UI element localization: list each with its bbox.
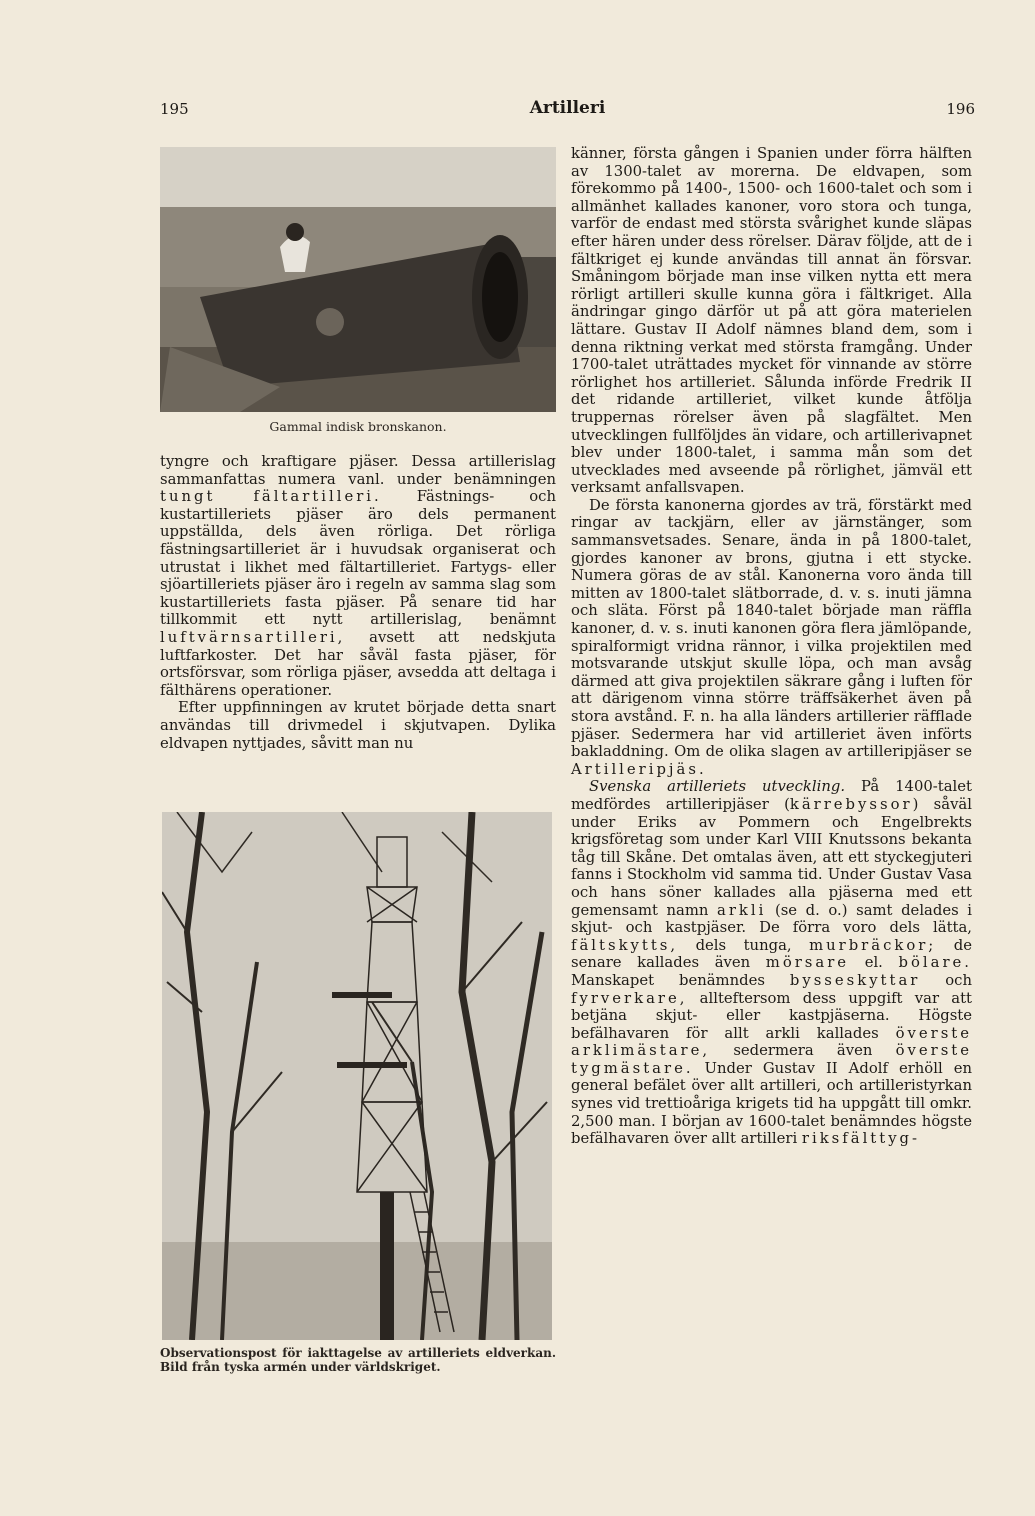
section-heading: Svenska artilleriets utveckling. bbox=[589, 778, 846, 796]
emphasized-term: riksfälttyg- bbox=[801, 1130, 921, 1148]
paragraph: De första kanonerna gjordes av trä, förstärkt med ringar av tackjärn, eller av järnstänger, som sammansvetsades. Senare, ända in på 1800-talet, gjordes kanoner av brons, gjutna i ett stycke. Numera göras de av stål. Kanonerna voro ända till mitten av 1800-talet slätborrade, d. v. s. inuti jämna och släta. Först på 1840-talet började man räffla kanoner, d. v. s. inuti kanonen göra flera jämlöpande, spiralformigt vridna rännor, i vilka projektilen med motsvarande utskjut skulle löpa, och man avsåg därmed att giva projektilen säkrare gång i luften för att därigenom vinna större träffsäkerhet även på stora avstånd. F. n. ha alla länders artillerier räfflade pjäser. Sedermera har vid artilleriet även införts bakladdning. Om de olika slagen av artilleripjäser se Artilleripjäs. bbox=[571, 496, 972, 778]
page-header bbox=[160, 100, 975, 124]
cannon-photo bbox=[160, 147, 556, 412]
cross-reference: Artilleripjäs. bbox=[571, 760, 707, 778]
emphasized-term: fältskytts, bbox=[571, 936, 679, 954]
emphasized-term: bysseskyttar bbox=[789, 971, 921, 989]
emphasized-term: luftvärnsartilleri, bbox=[160, 628, 346, 646]
emphasized-term: kärrebyssor bbox=[789, 795, 913, 813]
cannon-caption: Gammal indisk bronskanon. bbox=[269, 419, 447, 434]
right-column-text bbox=[571, 145, 972, 1148]
page-number-right: 196 bbox=[946, 100, 975, 118]
emphasized-term: tungt fältartilleri. bbox=[160, 488, 382, 506]
paragraph: känner, första gången i Spanien under förra hälften av 1300-talet av morerna. De eldvapen, som förekommo på 1400-, 1500- och 1600-talet och som i allmänhet kallades kanoner, voro stora och tunga, varför de endast med största svårighet kunde släpas efter hären under dess rörelser. Därav följde, att de i fältkriget ej kunde användas till annat än försvar. Småningom började man inse vilken nytta ett mera rörligt artilleri skulle kunna göra i fältkriget. Alla ändringar gingo därför ut på att göra materielen lättare. Gustav II Adolf nämnes bland dem, som i denna riktning verkat med största framgång. Under 1700-talet uträttades mycket för vinnande av större rörlighet hos artilleriet. Sålunda införde Fredrik II det ridande artilleriet, vilket kunde åtfölja truppernas rörelser även på slagfältet. Men utvecklingen fullföljdes än vidare, och artillerivapnet blev under 1800-talet, i samma mån som det utvecklades med avseende på rörlighet, jämväl ett verksamt anfallsvapen. bbox=[571, 145, 972, 497]
observation-tower-photo bbox=[162, 812, 552, 1340]
emphasized-term: bölare. bbox=[898, 954, 972, 972]
left-column-text bbox=[160, 453, 556, 752]
paragraph: tyngre och kraftigare pjäser. Dessa artillerislag sammanfattas numera vanl. under benämningen tungt fältartilleri. Fästnings- och kustartilleriets pjäser äro dels permanent uppställda, dels även rörliga. Det rörliga fästningsartilleriet är i huvudsak organiserat och utrustat i likhet med fältartilleriet. Fartygs- eller sjöartilleriets pjäser äro i regeln av samma slag som kustartilleriets fasta pjäser. På senare tid har tillkommit ett nytt artillerislag, benämnt luftvärnsartilleri, avsett att nedskjuta luftfarkoster. Det har såväl fasta pjäser, för ortsförsvar, som rörliga pjäser, avsedda att deltaga i fälthärens operationer. bbox=[160, 453, 556, 699]
emphasized-term: arkli bbox=[717, 901, 767, 919]
tower-illustration bbox=[162, 812, 552, 1340]
emphasized-term: överste tygmästare. bbox=[571, 1042, 972, 1077]
emphasized-term: fyrverkare, bbox=[571, 989, 688, 1007]
tower-caption: Observationspost för iakttagelse av artilleriets eldverkan. Bild från tyska armén under världskriget. bbox=[160, 1346, 556, 1374]
emphasized-term: överste arklimästare, bbox=[571, 1024, 972, 1060]
paragraph: Efter uppfinningen av krutet började detta snart användas till drivmedel i skjutvapen. Dylika eldvapen nyttjades, såvitt man nu bbox=[160, 699, 556, 752]
paragraph: Svenska artilleriets utveckling. På 1400-talet medfördes artilleripjäser (kärrebyssor) såväl under Eriks av Pommern och Engelbrekts krigsföretag som under Karl VIII Knutssons bekanta tåg till Skåne. Det omtalas även, att ett styckegjuteri fanns i Stockholm vid samma tid. Under Gustav Vasa och hans söner kallades alla pjäserna med ett gemensamt namn arkli (se d. o.) samt delades i skjut- och kastpjäser. De förra voro dels lätta, fältskytts, dels tunga, murbräckor; de senare kallades även mörsare el. bölare. Manskapet benämndes bysseskyttar och fyrverkare, allteftersom dess uppgift var att betjäna skjut- eller kastpjäserna. Högste befälhavaren för allt arkli kallades överste arklimästare, sedermera även överste tygmästare. Under Gustav II Adolf erhöll en general befälet över allt artilleri, och artilleristyrkan synes vid trettioåriga krigets tid ha uppgått till omkr. 2,500 man. I början av 1600-talet benämndes högste befälhavaren över allt artilleri riksfälttyg- bbox=[571, 778, 973, 1148]
emphasized-term: murbräckor; bbox=[809, 936, 937, 954]
page-number-left: 195 bbox=[160, 100, 189, 118]
cannon-illustration bbox=[160, 147, 556, 412]
running-title: Artilleri bbox=[529, 98, 606, 118]
emphasized-term: mörsare bbox=[765, 954, 850, 972]
